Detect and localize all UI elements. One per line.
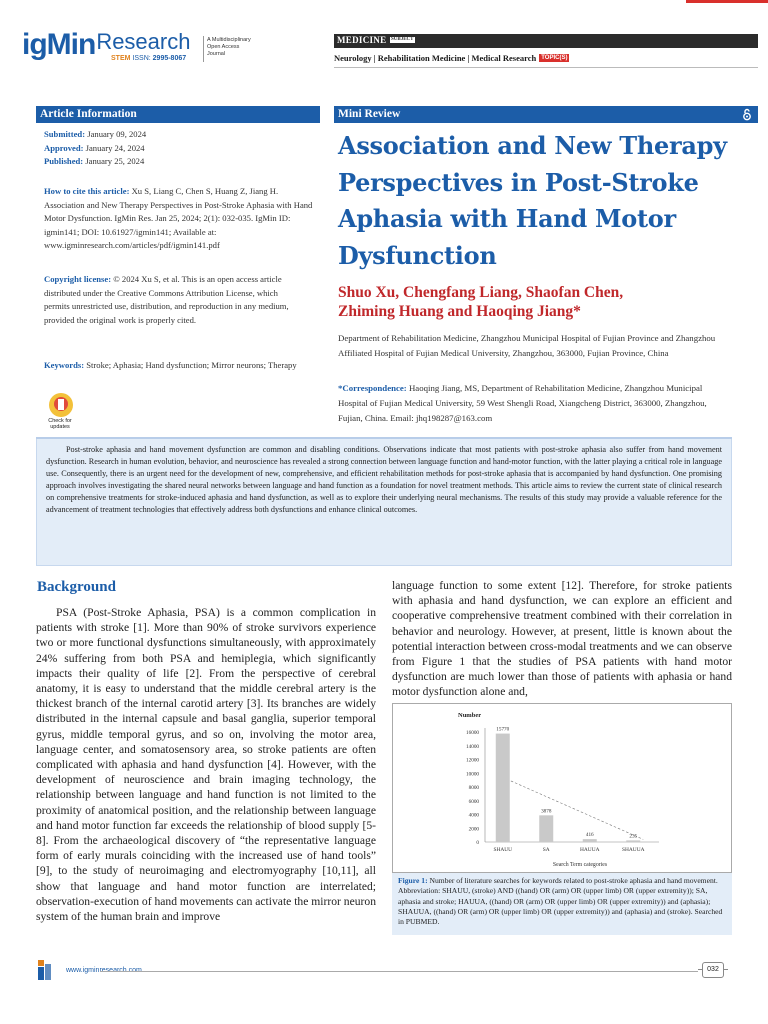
author-list: Shuo Xu, Chengfang Liang, Shaofan Chen, Zhiming Huang and Haoqing Jiang* xyxy=(338,284,624,320)
abstract-top-border xyxy=(36,437,732,439)
x-tick-label: HAUUA xyxy=(580,847,600,853)
x-tick-label: SHAUU xyxy=(493,847,513,853)
copyright-block: Copyright license: © 2024 Xu S, et al. This is an open access article distributed under the Creative Commons Attribution License, which permits unrestricted use, distribution, and reproduction in any medium, provided the original work is properly cited. xyxy=(44,274,289,325)
published-date: January 25, 2024 xyxy=(85,156,145,167)
y-tick-label: 10000 xyxy=(466,771,479,778)
x-tick-label: SA xyxy=(542,847,550,853)
x-tick-label: SHAUUA xyxy=(622,847,645,853)
body-text-left: PSA (Post-Stroke Aphasia, PSA) is a common complication in patients with stroke [1]. More than 90% of stroke survivors experience two or more functional dysfunctions simultaneously, with approximately 24% suffering from both PSA and hemiplegia, which significantly impacts their quality of life [2]. From the perspective of cerebral anatomy, it is easy to understand that the middle cerebral artery is the thickest branch of the internal carotid artery [3]. Its branches are widely distributed in the internal capsule and basal ganglia, superior temporal gyrus, middle temporal gyrus, and so on, involving the motor area, language center, and somatosensory area, so stroke patients are often complicated with aphasia and hand dysfunction [4]. However, with the development of neuroscience and brain imaging technology, the relationship between language and hand function is not limited to the proximity of anatomical position, and the relationship between language and hand motor function far exceeds the relationship of blood supply [5-8]. From the archaeological discovery of “the representative language form of early murals coinciding with the increased use of hand tools” [9], to the study of neuroimaging and electromyography [10,11], all show that language and hand motor function are interrelated; observation-execution of hand movements can activate the mirror neuron system of the human brain and improve xyxy=(36,606,376,924)
crossmark-icon xyxy=(49,393,73,417)
figure-caption: Figure 1: Number of literature searches for keywords related to post-stroke aphasia and hand movement. Abbreviation: SHAUU, (stroke) AND ((hand) OR (arm) OR (upper limb) OR (upper extremity)); SA, aphasia and stroke; HAUUA, ((hand) OR (arm) OR (upper limb) OR (upper extremity)) and (aphasia); SHAUUA, ((hand) OR (arm) OR (upper limb) OR (upper extremity)) and (aphasia) and (stroke). Searched in PUBMED. xyxy=(392,873,732,935)
subject-divider xyxy=(334,67,758,68)
bar-shauua xyxy=(626,840,640,842)
open-access-icon xyxy=(742,108,752,121)
bar-sa xyxy=(539,815,553,842)
crossmark-badge[interactable]: Check for updates xyxy=(46,393,74,430)
subject-bar xyxy=(334,34,758,48)
y-tick-label: 0 xyxy=(476,840,479,846)
logo-research-word: Research xyxy=(96,29,191,54)
bar-shauu xyxy=(496,734,510,842)
subject-main: MEDICINE xyxy=(337,35,387,45)
keywords-block: Keywords: Stroke; Aphasia; Hand dysfunction; Mirror neurons; Therapy xyxy=(44,360,297,370)
topics-text: Neurology | Rehabilitation Medicine | Medical Research xyxy=(334,53,537,63)
journal-icon xyxy=(36,960,53,980)
y-tick-label: 8000 xyxy=(468,785,479,791)
page-number: 032 xyxy=(702,962,724,978)
approved-date: January 24, 2024 xyxy=(85,142,145,153)
copyright-text: © 2024 Xu S, et al. This is an open access article distributed under the Creative Commons Attribution License, which permits unrestricted use, distribution, and reproduction in any medium, provided the original work is properly cited. xyxy=(44,274,289,325)
section-heading-background: Background xyxy=(37,579,116,595)
article-info-heading: Article Information xyxy=(36,106,320,123)
bar-chart xyxy=(393,704,731,872)
data-label: 235 xyxy=(629,833,638,840)
data-label: 416 xyxy=(585,832,594,839)
body-text-right: language function to some extent [12]. Therefore, for stroke patients with aphasia and hand dysfunction, we can explore an efficient and cooperative comprehensive treatment combined with their correlation in behavior and neurology. However, at present, little is known about the potential interaction between cross-modal treatments and we can observe from Figure 1 that the studies of PSA patients with hand motor dysfunction are much lower than those of patients with aphasia or hand motor dysfunction alone and, xyxy=(392,579,732,699)
dates-block: Submitted: January 09, 2024 Approved: January 24, 2024 Published: January 25, 2024 xyxy=(44,129,147,167)
y-tick-label: 2000 xyxy=(468,826,479,833)
affiliation: Department of Rehabilitation Medicine, Zhangzhou Municipal Hospital of Fujian Province and Zhangzhou Affiliated Hospital of Fujian Medical University, Zhangzhou, 363000, Fujian Province, China xyxy=(338,333,716,358)
article-title: Association and New Therapy Perspectives in Post-Stroke Aphasia with Hand Motor Dysfunction xyxy=(338,131,727,270)
submitted-date: January 09, 2024 xyxy=(87,129,147,139)
logo-tagline: A Multidisciplinary Open Access Journal xyxy=(207,37,251,57)
top-accent-bar xyxy=(686,0,768,3)
subject-sub-label: SUBJECT xyxy=(391,37,414,42)
y-tick-label: 14000 xyxy=(466,743,479,750)
bar-hauua xyxy=(583,839,597,842)
data-label: 15770 xyxy=(496,726,510,733)
topic-badge: TOPIC(S) xyxy=(541,55,568,61)
correspondence: *Correspondence: Haoqing Jiang, MS, Department of Rehabilitation Medicine, Zhangzhou Municipal Hospital of Fujian Medical University, 59 West Shengli Road, Xiangcheng District, 363000, Zhangzhou, Fujian, China. Email: jhq198287@163.com xyxy=(338,383,707,423)
citation-block: How to cite this article: Xu S, Liang C, Chen S, Huang Z, Jiang H. Association and New Therapy Perspectives in Post-Stroke Aphasia with Hand Motor Dysfunction. IgMin Res. Jan 25, 2024; 2(1): 032-035. IgMin ID: igmin141; DOI: 10.61927/igmin141; Available at: www.igminresearch.com/articles/pdf/igmin141.pdf xyxy=(44,186,313,251)
data-label: 3878 xyxy=(541,808,552,815)
y-tick-label: 16000 xyxy=(466,730,479,736)
y-axis-label: Number xyxy=(458,712,482,719)
abstract-text: Post-stroke aphasia and hand movement dysfunction are common and disabling conditions. Observations indicate that most patients with post-stroke aphasia also suffer from hand movement dysfunction. Research in human evolution, behavior, and neuroscience has revealed a strong connection between language function and hand-motor function, with the latter playing a critical role in language use. Consequently, there is an urgent need for the development of new, comprehensive, and efficient rehabilitation methods for post-stroke aphasia that is accompanied by hand dysfunction. One promising approach involves investigating the shared neural networks between language and hand function as a foundation for novel treatment methods. This article aims to review the current state of clinical research on comprehensive treatments for stroke-induced aphasia and hand dysfunction, as well as to explore their underlying neural mechanisms. The results of this study may provide a valuable reference for the advancement of treatment technologies that effectively address both dysfunctions and enhance clinical outcomes. xyxy=(46,445,722,515)
footer-url[interactable]: www.igminresearch.com xyxy=(66,967,142,974)
logo-igmin: igMin xyxy=(22,28,96,61)
article-type-bar xyxy=(334,106,758,123)
logo-divider xyxy=(203,36,204,62)
y-tick-label: 6000 xyxy=(468,798,479,805)
logo-issn: STEM ISSN: 2995-8067 xyxy=(111,55,187,62)
trendline xyxy=(507,779,644,839)
article-type: Mini Review xyxy=(338,108,401,120)
x-axis-label: Search Term categories xyxy=(552,862,608,868)
subject-topics[interactable] xyxy=(334,53,569,63)
y-tick-label: 4000 xyxy=(468,812,479,819)
footer-divider xyxy=(100,971,698,972)
citation-text: Xu S, Liang C, Chen S, Huang Z, Jiang H. Association and New Therapy Perspectives in Post-Stroke Aphasia with Hand Motor Dysfunction. IgMin Res. Jan 25, 2024; 2(1): 032-035. IgMin ID: igmin141; DOI: 10.61927/igmin141; Available at: www.igminresearch.com/articles/pdf/igmin141.pdf xyxy=(44,186,313,251)
keywords-text: Stroke; Aphasia; Hand dysfunction; Mirror neurons; Therapy xyxy=(86,360,297,370)
journal-logo[interactable] xyxy=(22,30,190,66)
figure-1 xyxy=(392,703,732,873)
y-tick-label: 12000 xyxy=(466,757,479,764)
